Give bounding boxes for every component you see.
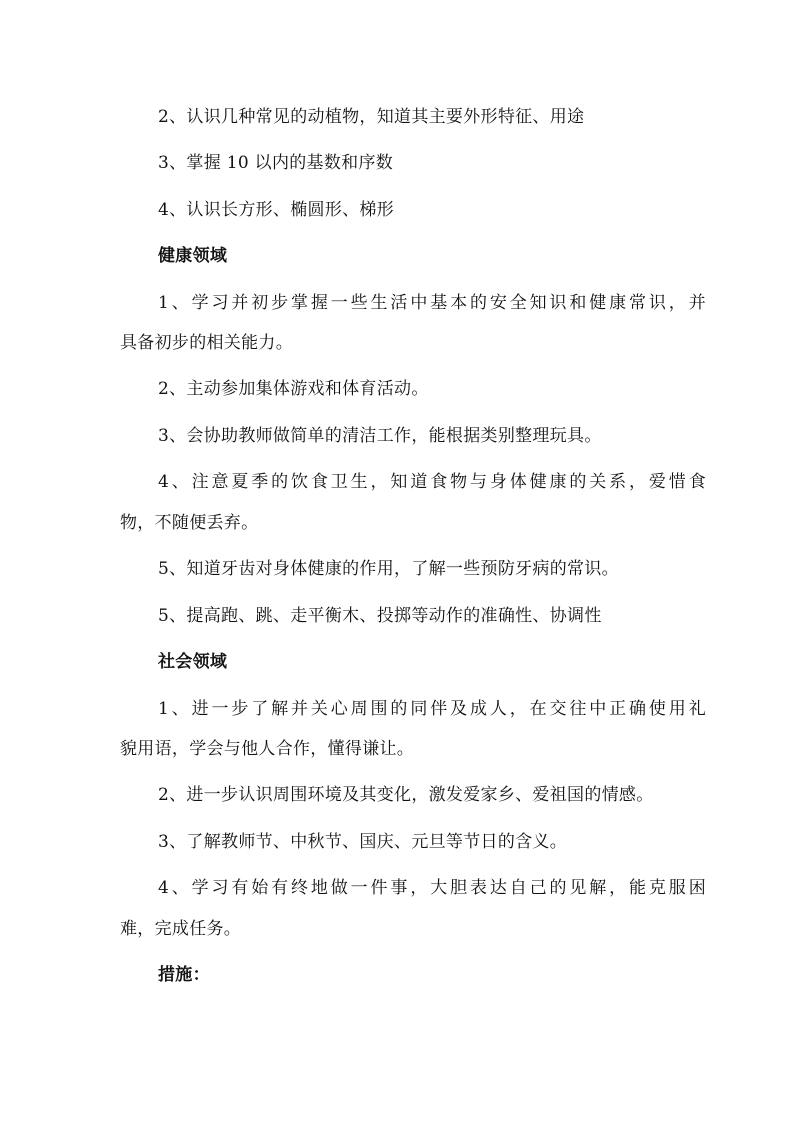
math-item-3: 3、掌握 10 以内的基数和序数	[158, 153, 394, 173]
social-item-1-line-1: 1、进一步了解并关心周围的同伴及成人，在交往中正确使用礼	[158, 699, 706, 719]
social-heading: 社会领域	[158, 652, 228, 672]
social-item-2: 2、进一步认识周围环境及其变化，激发爱家乡、爱祖国的情感。	[158, 785, 654, 805]
math-item-4: 4、认识长方形、椭圆形、梯形	[158, 200, 395, 220]
measures-heading: 措施：	[158, 965, 210, 985]
health-item-2: 2、主动参加集体游戏和体育活动。	[158, 379, 429, 399]
health-item-4-line-2: 物，不随便丢弃。	[120, 513, 259, 533]
social-item-4-line-2: 难，完成任务。	[120, 919, 242, 939]
health-heading: 健康领域	[158, 246, 228, 266]
health-item-5: 5、知道牙齿对身体健康的作用，了解一些预防牙病的常识。	[158, 559, 619, 579]
health-item-3: 3、会协助教师做简单的清洁工作，能根据类别整理玩具。	[158, 426, 602, 446]
health-item-4-line-1: 4、注意夏季的饮食卫生，知道食物与身体健康的关系，爱惜食	[158, 472, 706, 492]
social-item-1-line-2: 貌用语，学会与他人合作，懂得谦让。	[120, 739, 415, 759]
health-item-1-line-1: 1、学习并初步掌握一些生活中基本的安全知识和健康常识，并	[158, 293, 706, 313]
health-item-1-line-2: 具备初步的相关能力。	[120, 333, 293, 353]
social-item-3: 3、了解教师节、中秋节、国庆、元旦等节日的含义。	[158, 832, 568, 852]
math-item-2: 2、认识几种常见的动植物，知道其主要外形特征、用途	[158, 107, 585, 127]
social-item-4-line-1: 4、学习有始有终地做一件事，大胆表达自己的见解，能克服困	[158, 878, 706, 898]
health-item-6: 5、提高跑、跳、走平衡木、投掷等动作的准确性、协调性	[158, 606, 602, 626]
